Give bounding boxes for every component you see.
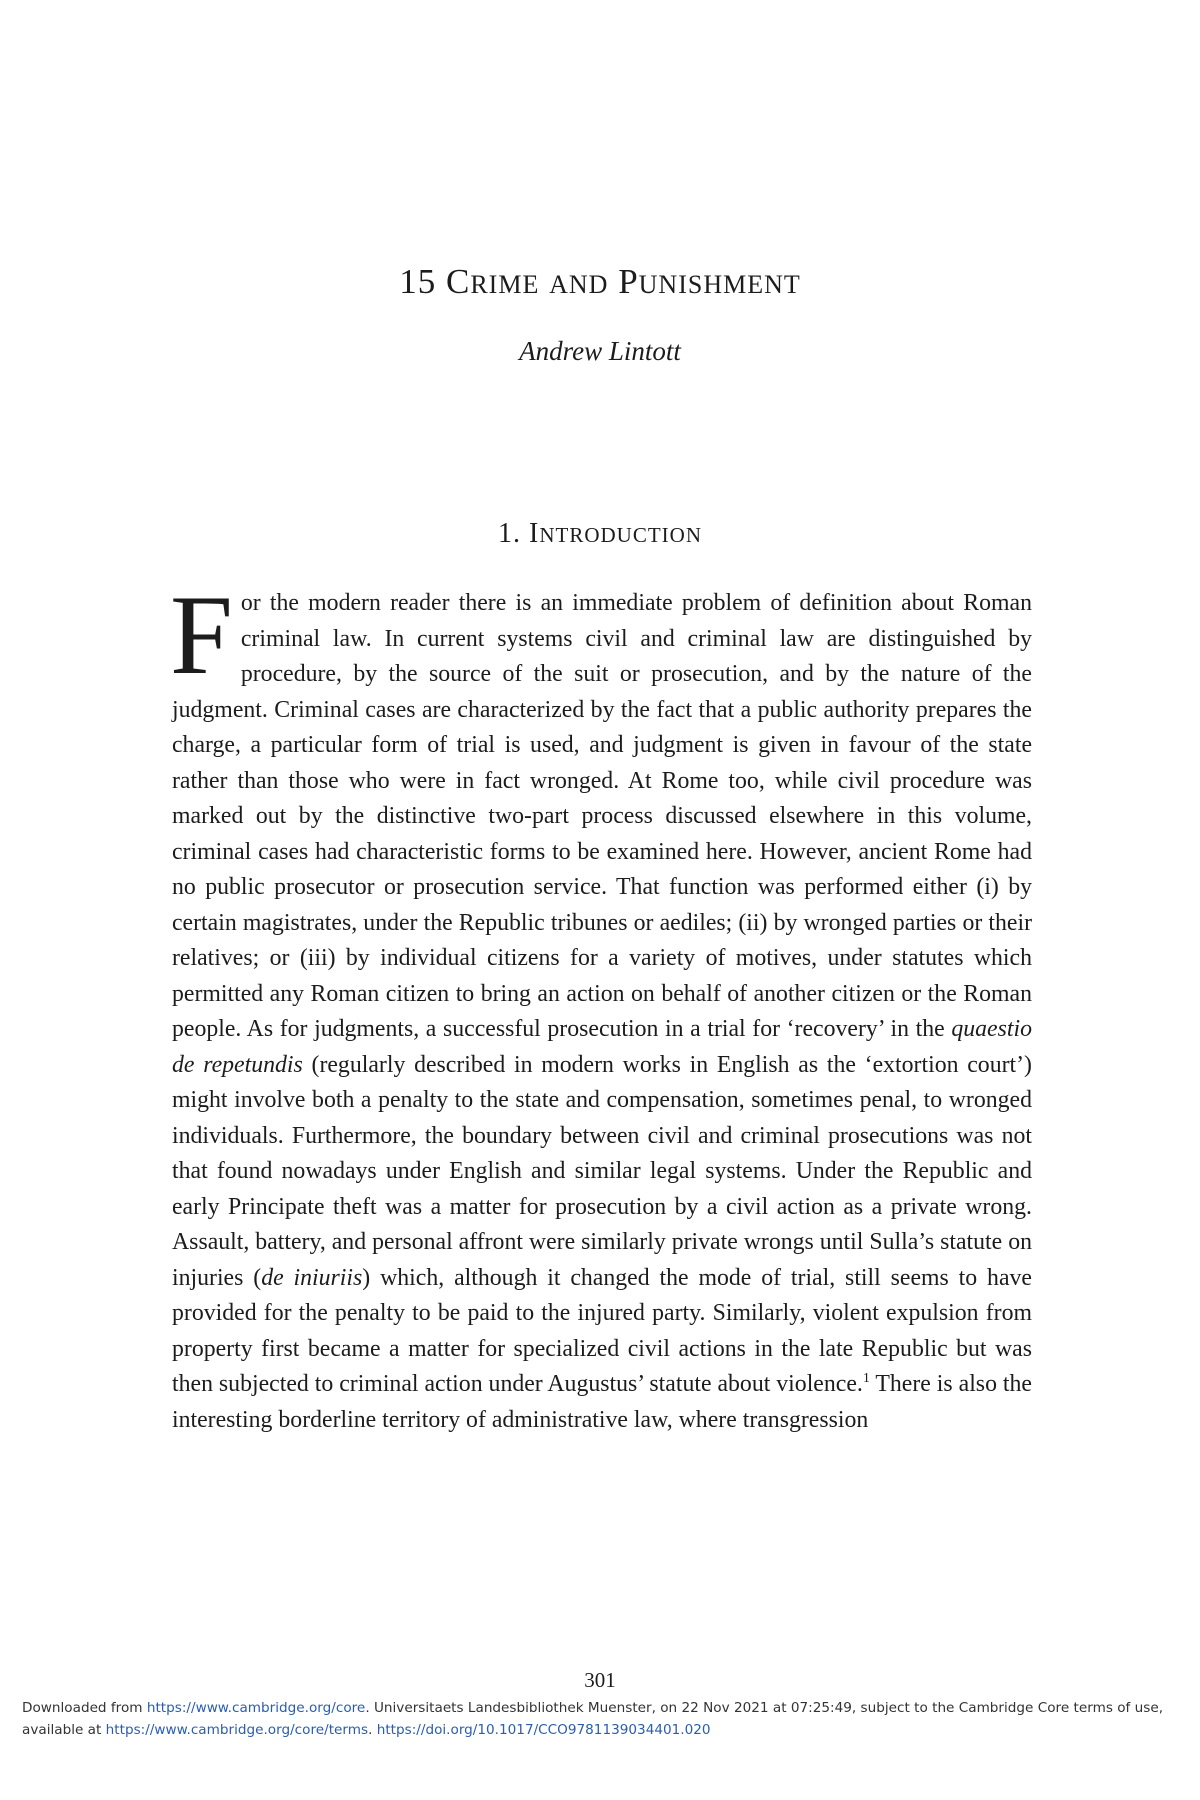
- cambridge-core-link[interactable]: https://www.cambridge.org/core: [146, 1700, 366, 1716]
- title-word-1-rest: RIME: [470, 270, 540, 299]
- body-paragraph: [170, 573, 1032, 1438]
- title-word-3-cap: P: [618, 262, 639, 301]
- terms-link[interactable]: https://www.cambridge.org/core/terms: [105, 1722, 369, 1738]
- notice-prefix: Downloaded from: [22, 1700, 147, 1716]
- section-heading: [0, 518, 1200, 550]
- body-text-segment-1: or the modern reader there is an immediate problem of definition about Roman criminal law. In current systems civil and criminal law are distinguished by procedure, by the source of the suit or prosecution, and by the nature of the judgment. Criminal cases are characterized by the fact that a public authority prepares the charge, a particular form of trial is used, and judgment is given in favour of the state rather than those who were in fact wronged. At Rome too, while civil procedure was marked out by the distinctive two-part process discussed elsewhere in this volume, criminal cases had characteristic forms to be examined here. However, ancient Rome had no public prosecutor or prosecution service. That function was performed either (i) by certain magistrates, under the Republic tribunes or aediles; (ii) by wronged parties or their relatives; or (iii) by individual citizens for a variety of motives, under statutes which permitted any Roman citizen to bring an action on behalf of another citizen or the Roman people. As for judgments, a successful prosecution in a trial for ‘recovery’ in the: [172, 590, 1032, 1042]
- latin-term-de-iniuriis: de iniuriis: [261, 1264, 363, 1291]
- section-heading-rest: NTRODUCTION: [539, 523, 702, 547]
- body-text-segment-4: There is also the interesting borderline territory of administrative law, where transgression: [172, 1371, 1032, 1433]
- title-word-2: AND: [549, 270, 609, 299]
- title-word-1-cap: C: [445, 262, 471, 301]
- body-text-segment-2: (regularly described in modern works in English as the ‘extortion court’) might involve both a penalty to the state and compensation, sometimes penal, to wronged individuals. Furthermore, the boundary between civil and criminal prosecutions was not that found nowadays under English and similar legal systems. Under the Republic and early Principate theft was a matter for prosecution by a civil action as a private wrong. Assault, battery, and personal affront were similarly private wrongs until Sulla’s statute on injuries (: [172, 1051, 1032, 1291]
- latin-term-quaestio: quaestio de repetundis: [172, 1016, 1032, 1078]
- chapter-number: 15: [399, 262, 437, 301]
- section-heading-cap: I: [529, 518, 540, 549]
- section-number: 1.: [498, 518, 521, 549]
- notice-middle-1: . Universitaets Landesbibliothek Muenster, on 22 Nov 2021 at 07:25:49, subject to the Cambridge Core terms of use, available at: [22, 1700, 1164, 1738]
- doi-link[interactable]: https://doi.org/10.1017/CCO9781139034401.020: [376, 1722, 711, 1738]
- title-word-3-rest: UNISHMENT: [638, 270, 801, 299]
- footnote-reference[interactable]: 1: [862, 1371, 870, 1387]
- chapter-author: Andrew Lintott: [519, 336, 681, 366]
- download-notice: [22, 1697, 1182, 1741]
- drop-cap: F: [170, 573, 233, 698]
- page-number: 301: [584, 1668, 616, 1692]
- chapter-title: [0, 262, 1200, 302]
- body-text-segment-3: ) which, although it changed the mode of trial, still seems to have provided for the penalty to be paid to the injured party. Similarly, violent expulsion from property first became a matter for specialized civil actions in the late Republic but was then subjected to criminal action under Augustus’ statute about violence.: [172, 1264, 1032, 1397]
- notice-middle-2: .: [368, 1722, 377, 1738]
